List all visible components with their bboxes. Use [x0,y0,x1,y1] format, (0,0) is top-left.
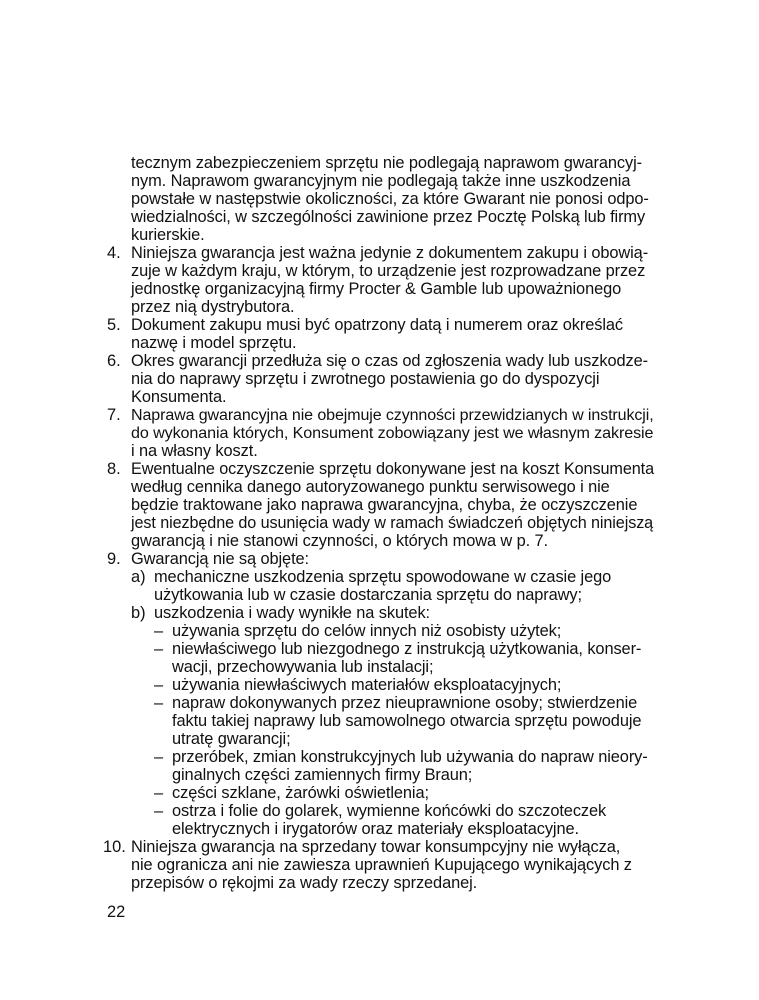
text-line: zuje w każdym kraju, w którym, to urządzenie jest rozprowadzane przez [131,262,646,280]
dash-bullet: – [154,676,164,694]
text-line: Naprawa gwarancyjna nie obejmuje czynności przewidzianych w instrukcji, [131,406,654,424]
dash-bullet: – [154,748,164,766]
list-item-number: 6. [107,352,121,370]
text-line: Konsumenta. [131,388,227,406]
dash-bullet: – [154,694,164,712]
text-line: tecznym zabezpieczeniem sprzętu nie podlegają naprawom gwarancyj- [131,154,642,172]
list-item-number: 4. [107,244,121,262]
text-line: mechaniczne uszkodzenia sprzętu spowodowane w czasie jego [154,568,612,586]
text-line: niewłaściwego lub niezgodnego z instrukcją użytkowania, konser- [172,640,642,658]
sublist-letter: a) [131,568,146,586]
text-line: Gwarancją nie są objęte: [131,550,310,568]
text-line: jest niezbędne do usunięcia wady w ramach świadczeń objętych niniejszą [131,514,654,532]
text-line: Niniejsza gwarancja na sprzedany towar konsumpcyjny nie wyłącza, [131,838,621,856]
dash-bullet: – [154,640,164,658]
list-item-number: 8. [107,460,121,478]
text-line: do wykonania których, Konsument zobowiązany jest we własnym zakresie [131,424,654,442]
text-line: i na własny koszt. [131,442,258,460]
text-line: elektrycznych i irygatorów oraz materiały eksploatacyjne. [172,820,579,838]
text-line: wacji, przechowywania lub instalacji; [172,658,434,676]
list-item-number: 5. [107,316,121,334]
text-line: ginalnych części zamiennych firmy Braun; [172,766,473,784]
list-item-number: 7. [107,406,121,424]
text-line: wiedzialności, w szczególności zawinione przez Pocztę Polską lub firmy [131,208,646,226]
text-line: według cennika danego autoryzowanego punktu serwisowego i nie [131,478,610,496]
text-line: kurierskie. [131,226,205,244]
sublist-letter: b) [131,604,146,622]
text-line: nazwę i model sprzętu. [131,334,297,352]
text-line: użytkowania lub w czasie dostarczania sprzętu do naprawy; [154,586,582,604]
dash-bullet: – [154,784,164,802]
list-item-number: 9. [107,550,121,568]
text-line: nym. Naprawom gwarancyjnym nie podlegają także inne uszkodzenia [131,172,631,190]
text-line: Ewentualne oczyszczenie sprzętu dokonywane jest na koszt Konsumenta [131,460,655,478]
text-line: przez nią dystrybutora. [131,298,295,316]
page-number: 22 [107,903,126,921]
dash-bullet: – [154,802,164,820]
text-line: Dokument zakupu musi być opatrzony datą i numerem oraz określać [131,316,624,334]
text-line: używania sprzętu do celów innych niż osobisty użytek; [172,622,562,640]
text-line: powstałe w następstwie okoliczności, za które Gwarant nie ponosi odpo- [131,190,649,208]
text-line: przepisów o rękojmi za wady rzeczy sprzedanej. [131,874,478,892]
text-line: utratę gwarancji; [172,730,291,748]
text-line: używania niewłaściwych materiałów eksploatacyjnych; [172,676,562,694]
text-line: ostrza i folie do golarek, wymienne końcówki do szczoteczek [172,802,607,820]
text-line: Niniejsza gwarancja jest ważna jedynie z dokumentem zakupu i obowią- [131,244,649,262]
text-line: części szklane, żarówki oświetlenia; [172,784,429,802]
text-line: faktu takiej naprawy lub samowolnego otwarcia sprzętu powoduje [172,712,642,730]
text-line: napraw dokonywanych przez nieuprawnione osoby; stwierdzenie [172,694,638,712]
dash-bullet: – [154,622,164,640]
text-line: nia do naprawy sprzętu i zwrotnego postawienia go do dyspozycji [131,370,600,388]
text-line: przeróbek, zmian konstrukcyjnych lub używania do napraw nieory- [172,748,648,766]
text-line: nie ogranicza ani nie zawiesza uprawnień Kupującego wynikających z [131,856,632,874]
list-item-number: 10. [103,838,126,856]
text-line: gwarancją i nie stanowi czynności, o których mowa w p. 7. [131,532,548,550]
text-line: Okres gwarancji przedłuża się o czas od zgłoszenia wady lub uszkodze- [131,352,648,370]
text-line: będzie traktowane jako naprawa gwarancyjna, chyba, że oczyszczenie [131,496,638,514]
text-line: jednostkę organizacyjną firmy Procter & Gamble lub upoważnionego [131,280,622,298]
text-line: uszkodzenia i wady wynikłe na skutek: [154,604,430,622]
